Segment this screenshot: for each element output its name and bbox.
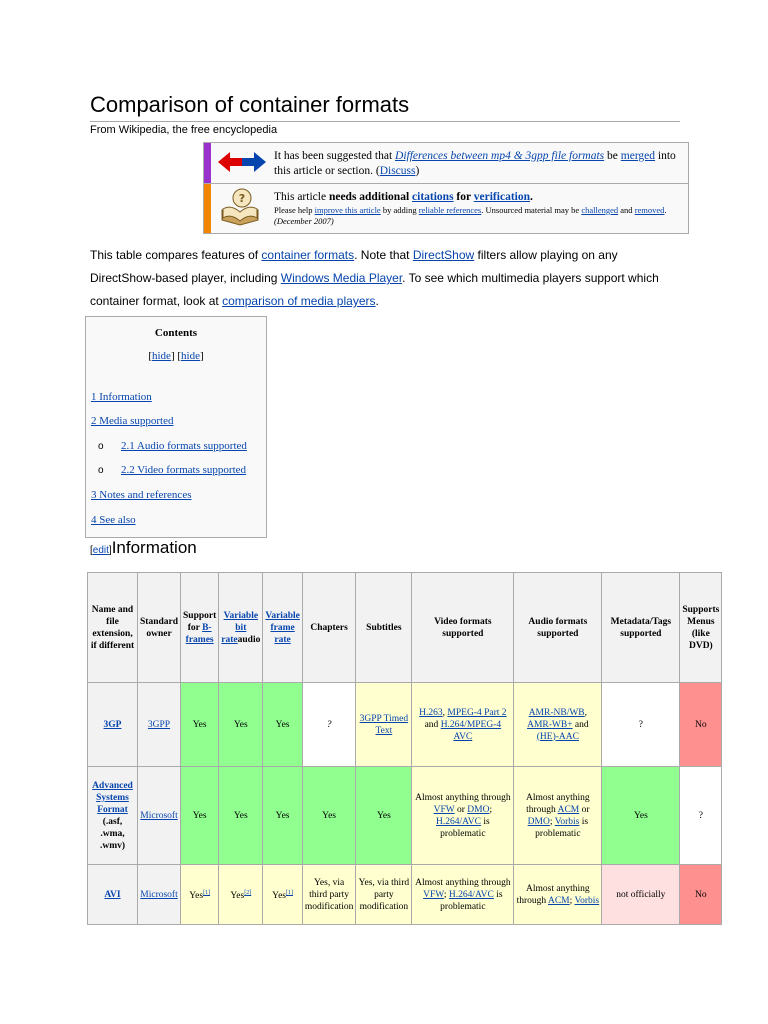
cell-subtitles: Yes, via third party modification [356, 865, 412, 925]
removed-link[interactable]: removed [634, 205, 665, 215]
vbr-link[interactable]: Variable bit rate [221, 610, 259, 645]
cell-text: ; [443, 889, 449, 900]
table-of-contents [85, 316, 267, 538]
cell-menus: ? [680, 767, 722, 865]
cell-text: Yes [230, 891, 245, 902]
video-link[interactable]: H.264/AVC [448, 889, 494, 900]
table-row [88, 683, 722, 767]
toc-item-audio-formats[interactable]: 2.1 Audio formats supported [121, 440, 247, 452]
toc-title: Contents [154, 327, 198, 339]
format-link-avi[interactable]: AVI [104, 889, 121, 900]
cell-menus: No [680, 683, 722, 767]
cell-chapters: Yes [302, 767, 356, 865]
directshow-link[interactable]: DirectShow [412, 248, 475, 262]
audio-link[interactable]: AMR-WB+ [527, 719, 573, 730]
refs-bold: . [529, 191, 533, 203]
header-bframes [181, 573, 219, 683]
citations-link[interactable]: citations [412, 191, 454, 203]
page-title: Comparison of container formats [90, 92, 410, 117]
cell-audio [514, 767, 602, 865]
edit-link[interactable]: edit [92, 545, 109, 556]
cell-text: Almost anything through [526, 792, 590, 815]
merged-link[interactable]: merged [620, 150, 656, 162]
format-link-asf[interactable]: Advanced Systems Format [92, 780, 133, 815]
header-name: Name and file extension, if different [88, 573, 138, 683]
header-text: audio [237, 634, 261, 645]
merge-article-link[interactable]: Differences between mp4 & 3gpp file formats [395, 150, 605, 162]
cell-vfr [263, 865, 302, 925]
reliable-link[interactable]: reliable references [418, 205, 482, 215]
comparison-link[interactable]: comparison of media players [222, 294, 376, 308]
cell-video [412, 865, 514, 925]
header-metadata: Metadata/Tags supported [602, 573, 680, 683]
discuss-link[interactable]: Discuss [379, 165, 416, 177]
cell-audio [514, 683, 602, 767]
table-row [88, 865, 722, 925]
cell-menus: No [680, 865, 722, 925]
video-link[interactable]: DMO [467, 804, 490, 815]
header-owner: Standard owner [138, 573, 181, 683]
refs-bold: for [453, 191, 474, 203]
cell-bframes: Yes [181, 683, 219, 767]
video-link[interactable]: H.263 [419, 707, 443, 718]
toc-hide-link[interactable]: hide [152, 350, 171, 362]
cell-video [412, 767, 514, 865]
merge-notice-text [274, 149, 680, 179]
section-heading [90, 538, 197, 558]
cell-bframes: Yes [181, 767, 219, 865]
header-vfr [263, 573, 302, 683]
toc-item-media-supported[interactable]: 2 Media supported [91, 415, 174, 427]
toc-item-see-also[interactable]: 4 See also [91, 514, 136, 526]
cell-chapters: ? [302, 683, 356, 767]
refs-small: by adding [380, 205, 419, 215]
audio-link[interactable]: ACM [557, 804, 580, 815]
toc-toggle: [hide] [hide] [148, 350, 204, 362]
header-chapters: Chapters [302, 573, 356, 683]
footnote-link[interactable]: [1] [203, 889, 211, 896]
refs-small: Please help [274, 205, 315, 215]
cell-owner [138, 767, 181, 865]
tagline: From Wikipedia, the free encyclopedia [90, 124, 278, 136]
verification-link[interactable]: verification [473, 191, 530, 203]
refs-date: (December 2007) [274, 216, 334, 226]
owner-link[interactable]: Microsoft [140, 889, 178, 900]
refs-text: This article [274, 191, 329, 203]
audio-link[interactable]: (HE)-AAC [536, 731, 579, 742]
cell-vbr: Yes [219, 767, 263, 865]
format-link-3gp[interactable]: 3GP [103, 719, 122, 730]
cell-vbr: Yes [219, 683, 263, 767]
audio-link[interactable]: DMO [527, 816, 550, 827]
cell-metadata: Yes [602, 767, 680, 865]
merge-notice [203, 142, 689, 184]
cell-text: Yes [189, 891, 204, 902]
table-row [88, 767, 722, 865]
toc-bullet: o [98, 441, 104, 452]
table-header-row [88, 573, 722, 683]
video-link[interactable]: H.264/MPEG-4 AVC [440, 719, 502, 742]
cell-text: and [572, 719, 589, 730]
intro-text: . Note that [354, 248, 413, 262]
section-title: Information [111, 538, 197, 557]
cell-text: Yes [272, 891, 286, 902]
cell-name [88, 865, 138, 925]
cell-name [88, 683, 138, 767]
cell-metadata: not officially [602, 865, 680, 925]
cell-text: ; [549, 816, 555, 827]
cell-text: is problematic [440, 816, 490, 839]
refs-notice-text [274, 190, 680, 227]
cell-text: and [424, 719, 441, 730]
header-menus: Supports Menus (like DVD) [680, 573, 722, 683]
timed-text-link[interactable]: 3GPP Timed Text [359, 713, 409, 736]
refs-small-text [274, 205, 680, 227]
intro-text: . [375, 294, 379, 308]
merge-text: into this article or section. ( [274, 150, 676, 177]
toc-item-notes[interactable]: 3 Notes and references [91, 489, 192, 501]
refs-bold: needs additional [328, 191, 413, 203]
improve-link[interactable]: improve this article [314, 205, 381, 215]
video-link[interactable]: VFW [433, 804, 455, 815]
edit-bracket: [edit] [90, 545, 112, 556]
audio-link[interactable]: Vorbis [574, 895, 600, 906]
refs-small: . [664, 205, 667, 215]
merge-text: be [604, 150, 621, 162]
intro-text: . To see which multimedia players support which container format, look at [90, 271, 659, 308]
audio-link[interactable]: AMR-NB/WB [528, 707, 585, 718]
cell-text: ; [569, 895, 575, 906]
refs-notice [203, 183, 689, 234]
merge-text: ) [415, 165, 420, 177]
cell-text: is problematic [535, 816, 589, 839]
comparison-table [87, 572, 722, 925]
video-link[interactable]: VFW [423, 889, 444, 900]
cell-text: (.asf, .wma, .wmv) [99, 816, 126, 851]
cell-vbr [219, 865, 263, 925]
cell-metadata: ? [602, 683, 680, 767]
header-vbr-audio [219, 573, 263, 683]
toc-hide-link[interactable]: hide [181, 350, 200, 362]
cell-text: Almost anything through [415, 877, 511, 888]
svg-text:?: ? [238, 192, 246, 205]
cell-text: or [454, 804, 468, 815]
footnote-link[interactable]: [1] [286, 889, 293, 896]
cell-owner [138, 865, 181, 925]
intro-text: filters allow playing on any DirectShow-based player, including [90, 248, 618, 285]
audio-link[interactable]: Vorbis [554, 816, 580, 827]
refs-notice-bar [204, 184, 211, 233]
toc-item-information[interactable]: 1 Information [91, 391, 152, 403]
cell-subtitles: Yes [356, 767, 412, 865]
toc-bullet: o [98, 465, 104, 476]
video-link[interactable]: MPEG-4 Part 2 [447, 707, 507, 718]
challenged-link[interactable]: challenged [581, 205, 619, 215]
cell-video [412, 683, 514, 767]
cell-vfr: Yes [263, 767, 302, 865]
toc-item-video-formats[interactable]: 2.2 Video formats supported [121, 464, 247, 476]
windows-media-player-link[interactable]: Windows Media Player [280, 271, 403, 285]
cell-text: or [579, 804, 590, 815]
cell-name [88, 767, 138, 865]
refs-small: . Unsourced material may be [481, 205, 582, 215]
merge-arrows-icon [218, 149, 266, 175]
merge-notice-bar [204, 143, 211, 183]
open-book-question-icon [220, 188, 260, 226]
header-video: Video formats supported [412, 573, 514, 683]
title-divider [90, 121, 680, 122]
header-text: Support for [183, 610, 217, 633]
owner-link[interactable]: Microsoft [140, 810, 178, 821]
vfr-link[interactable]: Variable frame rate [265, 610, 300, 645]
owner-link[interactable]: 3GPP [147, 719, 171, 730]
container-formats-link[interactable]: container formats [261, 248, 355, 262]
intro-paragraph [90, 244, 680, 313]
intro-text: This table compares features of [90, 248, 262, 262]
cell-audio [514, 865, 602, 925]
cell-vfr: Yes [263, 683, 302, 767]
cell-text: is problematic [440, 889, 503, 912]
header-audio: Audio formats supported [514, 573, 602, 683]
video-link[interactable]: H.264/AVC [436, 816, 481, 827]
cell-chapters: Yes, via third party modification [302, 865, 356, 925]
refs-small: and [618, 205, 635, 215]
audio-link[interactable]: ACM [547, 895, 570, 906]
merge-text: It has been suggested that [274, 150, 396, 162]
header-subtitles: Subtitles [356, 573, 412, 683]
cell-owner [138, 683, 181, 767]
cell-text: , [442, 707, 448, 718]
footnote-link[interactable]: [2] [244, 889, 252, 896]
cell-bframes [181, 865, 219, 925]
bframes-link[interactable]: B-frames [185, 622, 214, 645]
cell-text: ; [489, 804, 493, 815]
cell-text: , [584, 707, 588, 718]
cell-text: Almost anything through [516, 883, 590, 906]
cell-subtitles [356, 683, 412, 767]
cell-text: Almost anything through [415, 792, 511, 803]
